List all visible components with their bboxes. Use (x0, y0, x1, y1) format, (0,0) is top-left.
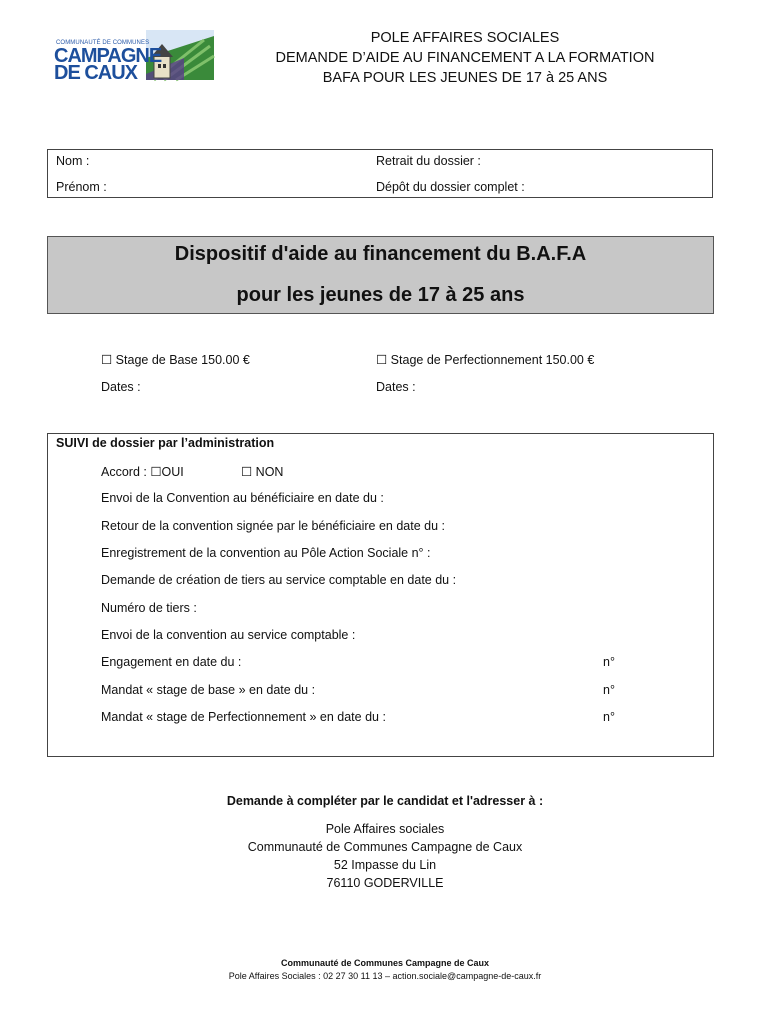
address-line4: 76110 GODERVILLE (326, 876, 444, 890)
suivi-row: Numéro de tiers : (101, 601, 197, 615)
logo-line1: CAMPAGNE (54, 45, 162, 67)
accord-oui-checkbox[interactable]: Accord : ☐OUI (101, 465, 184, 479)
suivi-row: Enregistrement de la convention au Pôle Action Sociale n° : (101, 546, 431, 560)
logo-small-text: COMMUNAUTÉ DE COMMUNES (56, 40, 150, 46)
suivi-row: Envoi de la Convention au bénéficiaire en date du : (101, 491, 384, 505)
address-heading: Demande à compléter par le candidat et l'adresser à : (226, 794, 544, 808)
address-line3: 52 Impasse du Lin (333, 858, 437, 872)
header-line1: POLE AFFAIRES SOCIALES (370, 30, 560, 46)
retrait-field[interactable]: Retrait du dossier : (376, 154, 481, 168)
footer-line2: Pole Affaires Sociales : 02 27 30 11 13 – action.sociale@campagne-de-caux.fr (228, 971, 542, 981)
logo-line2: DE CAUX (54, 62, 138, 84)
accord-non-checkbox[interactable]: ☐ NON (241, 465, 284, 479)
suivi-row: Envoi de la convention au service comptable : (101, 628, 356, 642)
suivi-heading: SUIVI de dossier par l’administration (56, 436, 275, 450)
depot-field[interactable]: Dépôt du dossier complet : (376, 180, 525, 194)
header-line2: DEMANDE D’AIDE AU FINANCEMENT A LA FORMATION (275, 50, 655, 66)
stage-perfectionnement-checkbox[interactable]: ☐ Stage de Perfectionnement 150.00 € (376, 353, 595, 367)
numero-label: n° (603, 683, 615, 697)
address-line1: Pole Affaires sociales (325, 822, 445, 836)
nom-field[interactable]: Nom : (56, 154, 90, 168)
title-line1: Dispositif d'aide au financement du B.A.F.A (174, 243, 587, 265)
logo (54, 28, 216, 86)
title-box (47, 236, 714, 314)
suivi-row: Demande de création de tiers au service comptable en date du : (101, 573, 457, 587)
logo-title (54, 45, 162, 84)
numero-label: n° (603, 710, 615, 724)
suivi-row: Mandat « stage de Perfectionnement » en date du : (101, 710, 386, 724)
suivi-row: Retour de la convention signée par le bénéficiaire en date du : (101, 519, 445, 533)
prenom-field[interactable]: Prénom : (56, 180, 107, 194)
dates-base-field[interactable]: Dates : (101, 380, 141, 394)
document-header (240, 28, 690, 88)
suivi-box (47, 433, 714, 757)
numero-label: n° (603, 655, 615, 669)
suivi-row: Engagement en date du : (101, 655, 242, 669)
stage-base-checkbox[interactable]: ☐ Stage de Base 150.00 € (101, 353, 250, 367)
dates-perf-field[interactable]: Dates : (376, 380, 416, 394)
address-line2: Communauté de Communes Campagne de Caux (247, 840, 523, 854)
title-line2: pour les jeunes de 17 à 25 ans (236, 284, 525, 306)
identity-box (47, 149, 713, 198)
footer-line1: Communauté de Communes Campagne de Caux (280, 958, 490, 968)
suivi-row: Mandat « stage de base » en date du : (101, 683, 316, 697)
header-line3: BAFA POUR LES JEUNES DE 17 à 25 ANS (322, 70, 608, 86)
